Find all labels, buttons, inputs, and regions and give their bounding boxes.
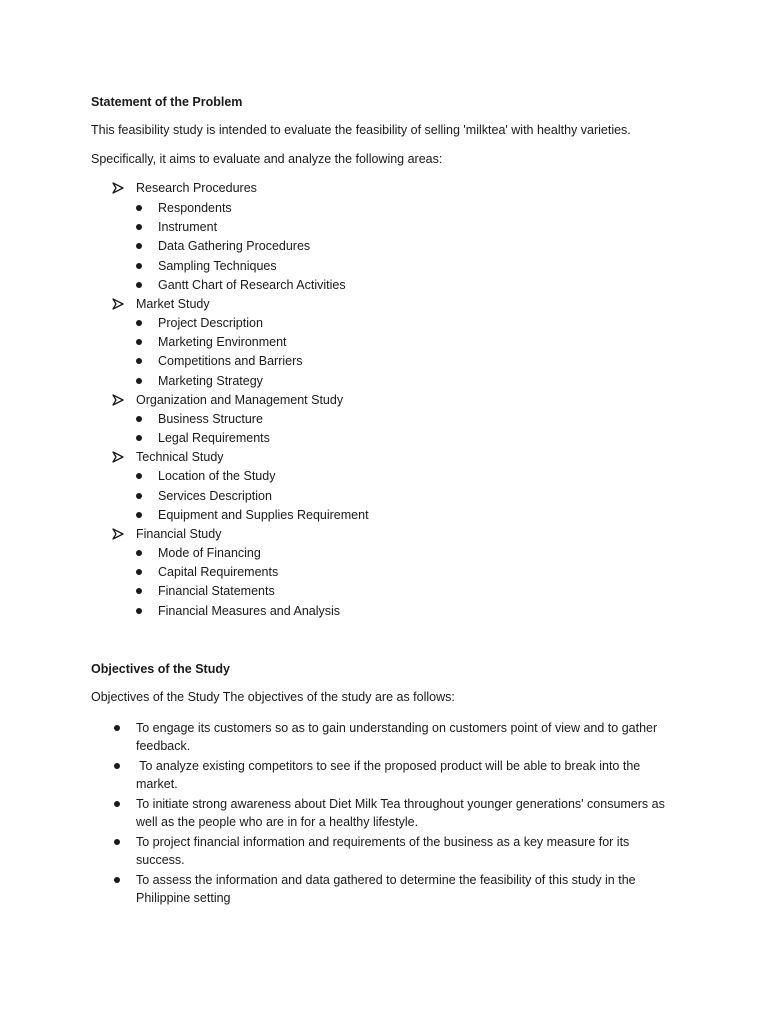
dot-bullet-icon	[136, 282, 142, 288]
problem-specifically: Specifically, it aims to evaluate and analyze the following areas:	[91, 152, 443, 166]
dot-bullet-icon	[114, 839, 120, 845]
dot-bullet-icon	[114, 877, 120, 883]
objective-line: To analyze existing competitors to see if the proposed product will be able to break into the	[136, 759, 641, 773]
area-title: Financial Study	[136, 527, 222, 541]
dot-bullet-icon	[136, 320, 142, 326]
dot-bullet-icon	[136, 378, 142, 384]
dot-bullet-icon	[136, 435, 142, 441]
area-title: Market Study	[136, 297, 210, 311]
objective-line: To assess the information and data gathered to determine the feasibility of this study in the	[136, 873, 636, 887]
dot-bullet-icon	[136, 493, 142, 499]
dot-bullet-icon	[136, 263, 142, 269]
objective-line: well as the people who are in for a healthy lifestyle.	[136, 815, 419, 829]
objective-line: To initiate strong awareness about Diet Milk Tea throughout younger generations' consumers as	[136, 797, 665, 811]
arrow-bullet-icon	[111, 526, 125, 542]
objective-line: feedback.	[136, 739, 191, 753]
dot-bullet-icon	[136, 205, 142, 211]
dot-bullet-icon	[136, 608, 142, 614]
objective-line: market.	[136, 777, 178, 791]
area-item: Respondents	[158, 201, 232, 215]
dot-bullet-icon	[136, 416, 142, 422]
area-title: Research Procedures	[136, 181, 257, 195]
area-item: Instrument	[158, 220, 218, 234]
area-item: Financial Measures and Analysis	[158, 604, 341, 618]
area-item: Project Description	[158, 316, 263, 330]
dot-bullet-icon	[114, 763, 120, 769]
area-item: Sampling Techniques	[158, 259, 277, 273]
dot-bullet-icon	[136, 473, 142, 479]
area-item: Services Description	[158, 489, 272, 503]
arrow-bullet-icon	[111, 392, 125, 408]
area-item: Mode of Financing	[158, 546, 261, 560]
dot-bullet-icon	[136, 358, 142, 364]
area-item: Business Structure	[158, 412, 263, 426]
area-title: Organization and Management Study	[136, 393, 344, 407]
dot-bullet-icon	[114, 725, 120, 731]
area-item: Data Gathering Procedures	[158, 239, 311, 253]
objectives-heading: Objectives of the Study	[91, 662, 230, 676]
area-item: Location of the Study	[158, 469, 276, 483]
arrow-bullet-icon	[111, 180, 125, 196]
area-item: Gantt Chart of Research Activities	[158, 278, 346, 292]
dot-bullet-icon	[114, 801, 120, 807]
area-item: Equipment and Supplies Requirement	[158, 508, 369, 522]
arrow-bullet-icon	[111, 296, 125, 312]
arrow-bullet-icon	[111, 449, 125, 465]
dot-bullet-icon	[136, 243, 142, 249]
objective-line: success.	[136, 853, 185, 867]
area-item: Marketing Environment	[158, 335, 287, 349]
dot-bullet-icon	[136, 569, 142, 575]
area-item: Marketing Strategy	[158, 374, 263, 388]
dot-bullet-icon	[136, 550, 142, 556]
objective-line: To project financial information and requirements of the business as a key measure for its	[136, 835, 630, 849]
problem-heading: Statement of the Problem	[91, 95, 243, 109]
objective-line: To engage its customers so as to gain understanding on customers point of view and to gather	[136, 721, 658, 735]
area-item: Financial Statements	[158, 584, 275, 598]
area-item: Competitions and Barriers	[158, 354, 303, 368]
dot-bullet-icon	[136, 224, 142, 230]
area-item: Capital Requirements	[158, 565, 279, 579]
area-item: Legal Requirements	[158, 431, 270, 445]
problem-intro: This feasibility study is intended to evaluate the feasibility of selling 'milktea' with healthy varieties.	[91, 123, 631, 137]
objective-line: Philippine setting	[136, 891, 231, 905]
objectives-intro: Objectives of the Study The objectives of the study are as follows:	[91, 690, 455, 704]
dot-bullet-icon	[136, 512, 142, 518]
area-title: Technical Study	[136, 450, 224, 464]
dot-bullet-icon	[136, 588, 142, 594]
dot-bullet-icon	[136, 339, 142, 345]
